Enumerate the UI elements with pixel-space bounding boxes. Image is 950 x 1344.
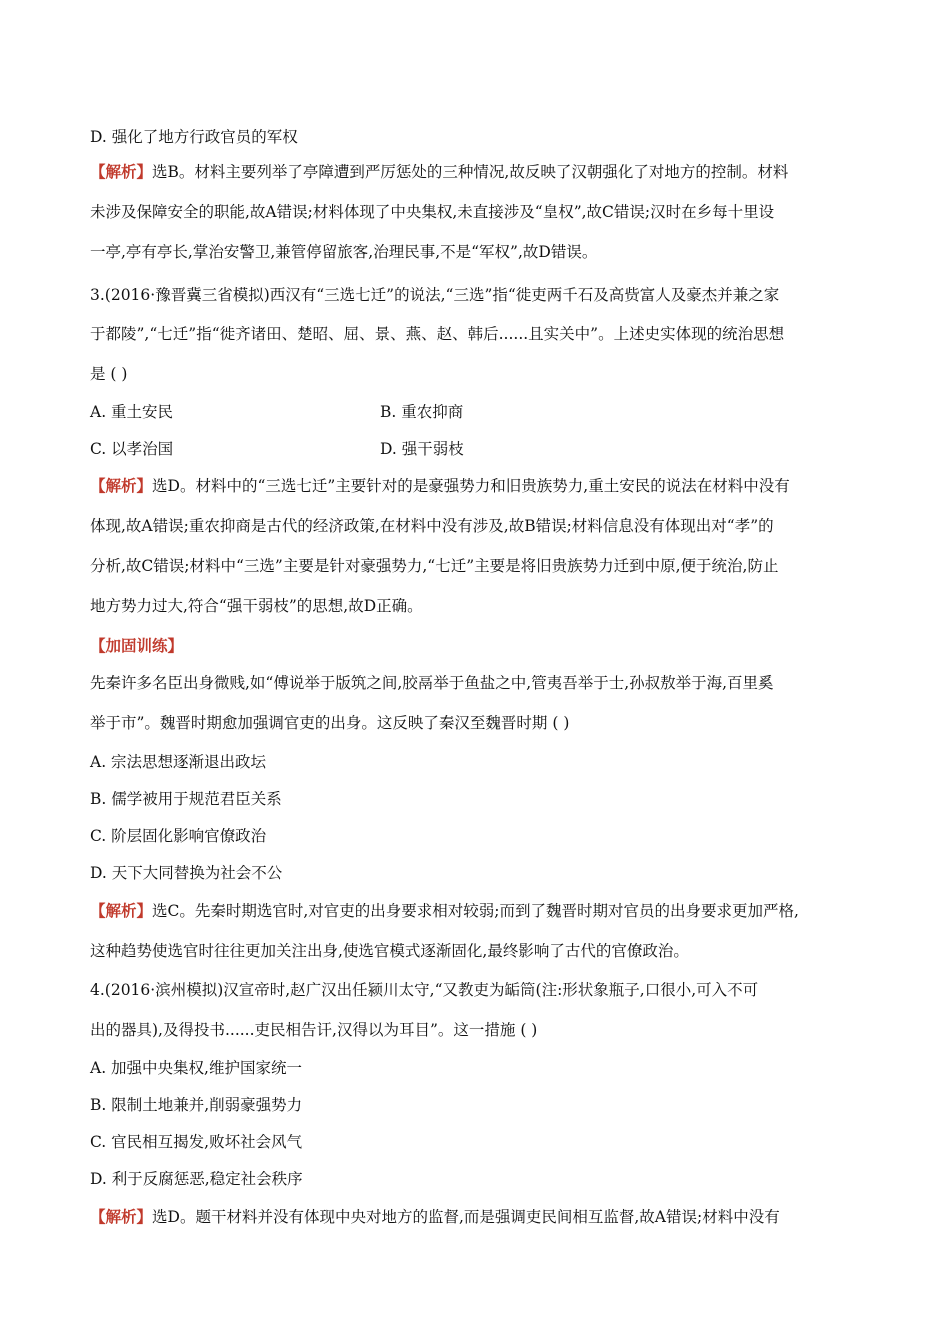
q3-options-row-1 <box>90 402 690 422</box>
q3-options-row-2 <box>90 439 690 459</box>
analysis-q3-line-4: 地方势力过大,符合“强干弱枝”的思想,故D正确。 <box>90 597 423 615</box>
q4-option-b: B. 限制土地兼并,削弱豪强势力 <box>90 1096 303 1114</box>
q3-stem-line-1: 3.(2016·豫晋冀三省模拟)西汉有“三选七迁”的说法,“三选”指“徙吏两千石及高赀富人及豪杰并兼之家 <box>90 286 780 304</box>
prev-option-d: D. 强化了地方行政官员的军权 <box>90 128 298 146</box>
analysis-q2-line-1: 【解析】选B。材料主要列举了亭障遭到严厉惩处的三种情况,故反映了汉朝强化了对地方的控制。材料 <box>90 162 789 181</box>
q3-stem-line-3: 是 ( ) <box>90 365 128 383</box>
reinforce-option-b: B. 儒学被用于规范君臣关系 <box>90 790 282 808</box>
q3-option-d: D. 强干弱枝 <box>380 440 464 458</box>
q4-stem-line-1: 4.(2016·滨州模拟)汉宣帝时,赵广汉出任颍川太守,“又教吏为缿筒(注:形状象瓶子,口很小,可入不可 <box>90 981 759 999</box>
reinforce-option-a: A. 宗法思想逐渐退出政坛 <box>90 753 267 771</box>
reinforce-heading: 【加固训练】 <box>90 636 184 655</box>
analysis-q3-line-3: 分析,故C错误;材料中“三选”主要是针对豪强势力,“七迁”主要是将旧贵族势力迁到中原,便于统治,防止 <box>90 557 779 575</box>
analysis-tag: 【解析】 <box>90 162 153 181</box>
analysis-reinforce-line-1: 【解析】选C。先秦时期选官时,对官吏的出身要求相对较弱;而到了魏晋时期对官员的出身要求更加严格, <box>90 901 799 920</box>
q3-option-c: C. 以孝治国 <box>90 440 174 458</box>
analysis-q2-line-3: 一亭,亭有亭长,掌治安警卫,兼管停留旅客,治理民事,不是“军权”,故D错误。 <box>90 243 598 261</box>
q3-option-a: A. 重土安民 <box>90 403 174 421</box>
q4-option-c: C. 官民相互揭发,败坏社会风气 <box>90 1133 303 1151</box>
q3-stem-line-2: 于都陵”,“七迁”指“徙齐诸田、楚昭、屈、景、燕、赵、韩后......且实关中”。上述史实体现的统治思想 <box>90 325 785 343</box>
analysis-reinforce-line-2: 这种趋势使选官时往往更加关注出身,使选官模式逐渐固化,最终影响了古代的官僚政治。 <box>90 942 689 960</box>
analysis-q2-line-2: 未涉及保障安全的职能,故A错误;材料体现了中央集权,未直接涉及“皇权”,故C错误;汉时在乡每十里设 <box>90 203 775 221</box>
q4-option-a: A. 加强中央集权,维护国家统一 <box>90 1059 302 1077</box>
reinforce-stem-line-2: 举于市”。魏晋时期愈加强调官吏的出身。这反映了秦汉至魏晋时期 ( ) <box>90 714 570 732</box>
q4-stem-line-2: 出的器具),及得投书......吏民相告讦,汉得以为耳目”。这一措施 ( ) <box>90 1021 538 1039</box>
reinforce-stem-line-1: 先秦许多名臣出身微贱,如“傅说举于版筑之间,胶鬲举于鱼盐之中,管夷吾举于士,孙叔敖举于海,百里奚 <box>90 674 774 692</box>
analysis-q3-line-2: 体现,故A错误;重农抑商是古代的经济政策,在材料中没有涉及,故B错误;材料信息没有体现出对“孝”的 <box>90 517 774 535</box>
analysis-tag: 【解析】 <box>90 476 153 495</box>
reinforce-option-c: C. 阶层固化影响官僚政治 <box>90 827 267 845</box>
analysis-q4-line-1: 【解析】选D。题干材料并没有体现中央对地方的监督,而是强调吏民间相互监督,故A错误;材料中没有 <box>90 1207 780 1226</box>
analysis-tag: 【解析】 <box>90 1207 153 1226</box>
q3-option-b: B. 重农抑商 <box>380 403 464 421</box>
reinforce-option-d: D. 天下大同替换为社会不公 <box>90 864 283 882</box>
analysis-q3-line-1: 【解析】选D。材料中的“三选七迁”主要针对的是豪强势力和旧贵族势力,重土安民的说法在材料中没有 <box>90 476 790 495</box>
analysis-tag: 【解析】 <box>90 901 153 920</box>
q4-option-d: D. 利于反腐惩恶,稳定社会秩序 <box>90 1170 303 1188</box>
